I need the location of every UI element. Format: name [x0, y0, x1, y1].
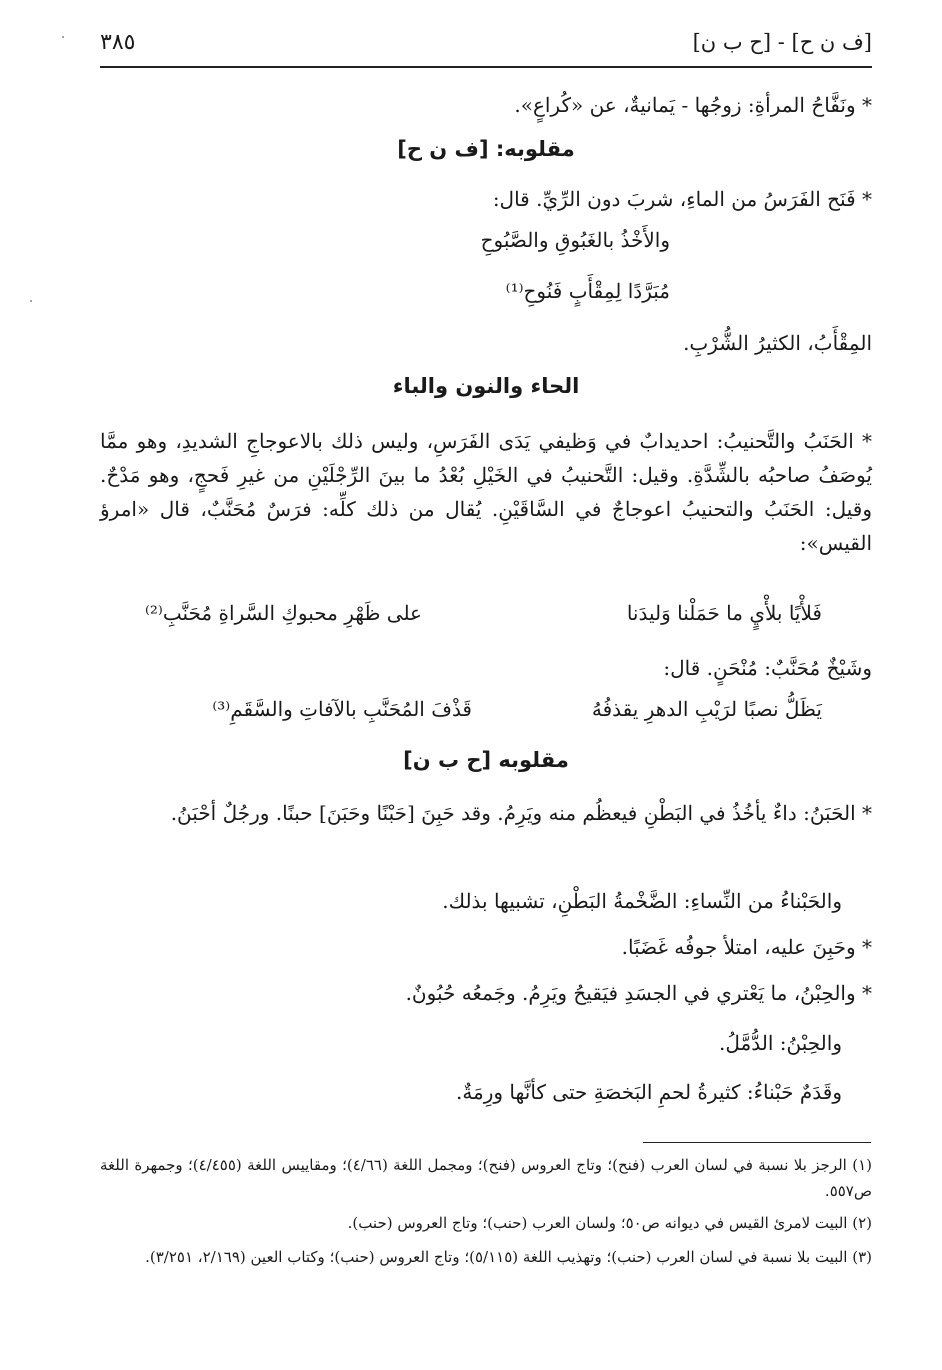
verse-line-3b: قَذْفَ المُحَنَّبِ بالآفاتِ والسَّقَمِ⁽³⁾ [212, 697, 472, 721]
entry-line-hibn-dummal: والحِبْنُ: الدُّمَّلُ. [719, 1031, 842, 1055]
entry-line-fanah: * فَنَح الفَرَسُ من الماءِ، شربَ دون الرِّيِّ. قال: [492, 187, 872, 211]
entry-line-shaykh-muhannab: وشَيْخٌ مُحَنَّبٌ: مُنْحَنٍ. قال: [663, 656, 872, 680]
header-rule [100, 66, 872, 68]
verse-line-2a: فَلأْيًا بلأْيٍ ما حَمَلْنا وَليدَنا [626, 601, 822, 625]
paragraph-hanab: * الحَنَبُ والتَّحنيبُ: احديدابٌ في وَظيفي يَدَى الفَرَسِ، وليس ذلك بالاعوجاجِ الشديدِ، وهو ممَّا يُوصَفُ صاحبُه بالشِّدَّةِ. وقيل: التَّحنيبُ في الخَيْلِ بُعْدُ ما بينَ الرِّجْلَيْنِ من غيرِ فَحجٍ، وهو مَدْحٌ. وقيل: الحَنَبُ والتحنيبُ اعوجاجٌ في السَّاقَيْنِ. يُقال من ذلك كلِّه: فرَسٌ مُحَنَّبٌ، قال «امرؤ القيس»: [100, 429, 872, 555]
entry-line-habina: * وحَبِنَ عليه، امتلأ جوفُه غَضَبًا. [621, 935, 872, 959]
section-heading-ha-nun-ba: الحاء والنون والباء [392, 374, 580, 398]
entry-line-hibn: * والحِبْنُ، ما يَعْتري في الجسَدِ فيَقيحُ ويَرِمُ. وجَمعُه حُبُونٌ. [405, 981, 872, 1005]
footnote-separator [643, 1142, 871, 1143]
entry-line-qadam-habna: وقَدَمٌ حَبْناءُ: كثيرةُ لحمِ البَخصَةِ حتى كأنَّها ورِمَةٌ. [455, 1080, 842, 1104]
section-heading-maqlub-hbn: مقلوبه [ح ب ن] [403, 748, 569, 772]
footnote-2: (٢) البيت لامرئ القيس في ديوانه ص٥٠؛ ولسان العرب (حنب)؛ وتاج العروس (حنب). [347, 1214, 872, 1232]
verse-line-3a: يَظَلُّ نصبًا لرَيْبِ الدهرِ يقذفُهُ [591, 697, 822, 721]
entry-line-miqab: المِقْأَبُ، الكثيرُ الشُّرْبِ. [683, 331, 872, 355]
paragraph-haban: * الحَبَنُ: داءٌ يأخُذُ في البَطْنِ فيعظُم منه ويَرِمُ. وقد حَبِنَ [حَبْنًا وحَبَنَ] حبنًا. ورجُلٌ أحْبَنُ. [170, 801, 872, 825]
verse-line-1b: مُبَرَّدًا لِمِقْأَبٍ فَنُوحِ⁽¹⁾ [505, 279, 670, 303]
margin-speck [30, 300, 32, 302]
entry-line-naffah: * ونَفَّاحُ المرأةِ: زوجُها - يَمانيةٌ، عن «كُراعٍ». [514, 93, 872, 117]
verse-line-1a: والأَخْذُ بالغَبُوقِ والصَّبُوحِ [480, 228, 670, 252]
entry-line-habna: والحَبْناءُ من النِّساءِ: الضَّخْمةُ البَطْنِ، تشبيها بذلك. [442, 889, 842, 913]
page-header-title: [ف ن ح] - [ح ب ن] [692, 30, 872, 54]
page-number: ٣٨٥ [100, 30, 136, 55]
verse-line-2b: على ظَهْرِ محبوكِ السَّراةِ مُحَنَّبِ⁽²⁾ [144, 601, 422, 625]
section-heading-maqlub-fnh: مقلوبه: [ف ن ح] [397, 137, 575, 161]
footnote-1: (١) الرجز بلا نسبة في لسان العرب (فنح)؛ وتاج العروس (فنح)؛ ومجمل اللغة (٤/٦٦)؛ ومقاييس اللغة (٤/٤٥٥)؛ وجمهرة اللغة ص٥٥٧. [100, 1156, 872, 1200]
footnote-3: (٣) البيت بلا نسبة في لسان العرب (حنب)؛ وتهذيب اللغة (٥/١١٥)؛ وتاج العروس (حنب)؛ وكتاب العين (٢/١٦٩، ٣/٢٥١). [145, 1248, 872, 1266]
margin-speck [62, 36, 64, 38]
